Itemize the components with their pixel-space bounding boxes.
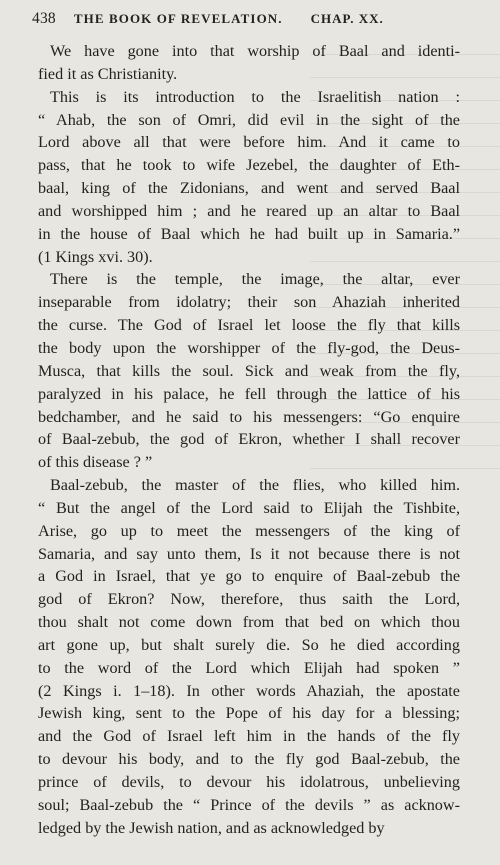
text-line: paralyzed in his palace, he fell through the lattice of his [38,384,460,403]
text-line: There is the temple, the image, the altar, ever [50,270,460,289]
text-line: “ But the angel of the Lord said to Elijah the Tishbite, [38,498,460,517]
text-line: ledged by the Jewish nation, and as acknowledged by [38,818,385,837]
text-line: “ Ahab, the son of Omri, did evil in the sight of the [38,110,460,129]
text-line: art gone up, but shalt surely die. So he died according [38,635,460,654]
text-line: This is its introduction to the Israelitish nation : [50,87,460,106]
text-line: (1 Kings xvi. 30). [38,247,153,266]
text-line: pass, that he took to wife Jezebel, the daughter of Eth- [38,156,460,175]
running-header [32,10,460,34]
text-line: to devour his body, and to the fly god Baal-zebub, the [38,750,460,769]
text-line: Arise, go up to meet the messengers of the king of [38,521,460,540]
text-line: Baal-zebub, the master of the flies, who killed him. [50,476,460,495]
text-line: inseparable from idolatry; their son Ahaziah inherited [38,293,460,312]
text-line: Lord above all that were before him. And it came to [38,133,460,152]
text-line: baal, king of the Zidonians, and went and served Baal [38,179,460,198]
text-line: We have gone into that worship of Baal and identi- [50,42,460,60]
text-line: Samaria, and say unto them, Is it not because there is not [38,544,460,563]
text-line: god of Ekron? Now, therefore, thus saith the Lord, [38,590,460,609]
text-line: prince of devils, to devour his idolatrous, unbelieving [38,773,460,791]
body-text [38,40,460,840]
text-line: the body upon the worshipper of the fly-god, the Deus- [38,338,460,357]
text-line: (2 Kings i. 1–18). In other words Ahaziah, the apostate [38,681,460,700]
text-line: Musca, that kills the soul. Sick and weak from the fly, [38,361,460,380]
text-line: and the God of Israel left him in the hands of the fly [38,727,460,746]
text-line: to the word of the Lord which Elijah had spoken ” [38,658,460,677]
running-title: THE BOOK OF REVELATION. [73,11,283,26]
text-line: and worshipped him ; and he reared up an altar to Baal [38,201,460,220]
text-line: soul; Baal-zebub the “ Prince of the devils ” as acknow- [38,795,460,814]
chapter-label: CHAP. XX. [310,11,384,26]
text-line: the curse. The God of Israel let loose the fly that kills [38,316,460,335]
text-line: bedchamber, and he said to his messengers: “Go enquire [38,407,460,426]
text-line: thou shalt not come down from that bed on which thou [38,613,460,632]
text-line: fied it as Christianity. [38,64,178,83]
text-line: of this disease ? ” [38,453,153,472]
page-number: 438 [32,10,56,27]
text-line: Jewish king, sent to the Pope of his day for a blessing; [38,704,460,723]
text-line: a God in Israel, that ye go to enquire of Baal-zebub the [38,567,460,586]
text-line: of Baal-zebub, the god of Ekron, whether I shall recover [38,430,460,449]
text-line: in the house of Baal which he had built up in Samaria.” [38,224,460,243]
